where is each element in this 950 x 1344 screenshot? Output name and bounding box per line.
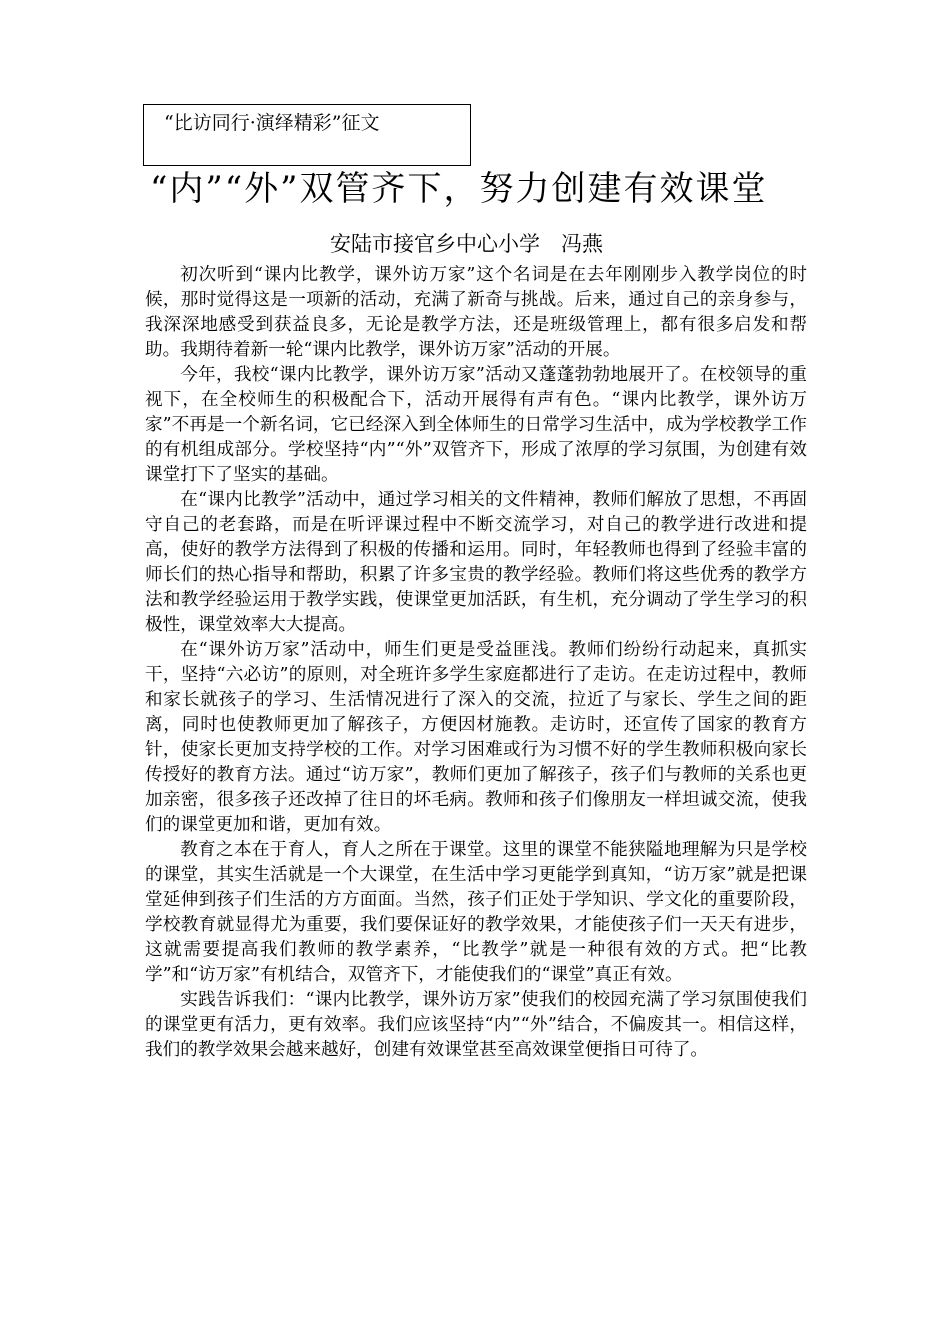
paragraph: 在“课外访万家”活动中，师生们更是受益匪浅。教师们纷纷行动起来，真抓实干，坚持“六必访”的原则，对全班许多学生家庭都进行了走访。在走访过程中，教师和家长就孩子的学习、生活情况进行了深入的交流，拉近了与家长、学生之间的距离，同时也使教师更加了解孩子，方便因材施教。走访时，还宣传了国家的教育方针，使家长更加支持学校的工作。对学习困难或行为习惯不好的学生教师积极向家长传授好的教育方法。通过“访万家”，教师们更加了解孩子，孩子们与教师的关系也更加亲密，很多孩子还改掉了往日的坏毛病。教师和孩子们像朋友一样坦诚交流，使我们的课堂更加和谐，更加有效。 [145,640,807,835]
essay-tag-box [143,104,471,166]
author-byline: 安陆市接官乡中心小学 冯燕 [330,232,603,256]
paragraph: 教育之本在于育人，育人之所在于课堂。这里的课堂不能狭隘地理解为只是学校的课堂，其实生活就是一个大课堂，在生活中学习更能学到真知，“访万家”就是把课堂延伸到孩子们生活的方方面面。当然，孩子们正处于学知识、学文化的重要阶段，学校教育就显得尤为重要，我们要保证好的教学效果，才能使孩子们一天天有进步，这就需要提高我们教师的教学素养，“比教学”就是一种很有效的方式。把“比教学”和“访万家”有机结合，双管齐下，才能使我们的“课堂”真正有效。 [145,840,807,985]
essay-tag: “比访同行·演绎精彩”征文 [164,112,380,134]
article-body [145,263,807,1063]
paragraph: 今年，我校“课内比教学，课外访万家”活动又蓬蓬勃勃地展开了。在校领导的重视下，在全校师生的积极配合下，活动开展得有声有色。“课内比教学，课外访万家”不再是一个新名词，它已经深入到全体师生的日常学习生活中，成为学校教学工作的有机组成部分。学校坚持“内”“外”双管齐下，形成了浓厚的学习氛围，为创建有效课堂打下了坚实的基础。 [145,365,807,485]
paragraph: 在“课内比教学”活动中，通过学习相关的文件精神，教师们解放了思想，不再固守自己的老套路，而是在听评课过程中不断交流学习，对自己的教学进行改进和提高，使好的教学方法得到了积极的传播和运用。同时，年轻教师也得到了经验丰富的师长们的热心指导和帮助，积累了许多宝贵的教学经验。教师们将这些优秀的教学方法和教学经验运用于教学实践，使课堂更加活跃，有生机，充分调动了学生学习的积极性，课堂效率大大提高。 [145,490,807,635]
paragraph: 初次听到“课内比教学，课外访万家”这个名词是在去年刚刚步入教学岗位的时候，那时觉得这是一项新的活动，充满了新奇与挑战。后来，通过自己的亲身参与，我深深地感受到获益良多，无论是教学方法，还是班级管理上，都有很多启发和帮助。我期待着新一轮“课内比教学，课外访万家”活动的开展。 [145,265,807,360]
paragraph: 实践告诉我们：“课内比教学，课外访万家”使我们的校园充满了学习氛围使我们的课堂更有活力，更有效率。我们应该坚持“内”“外”结合，不偏废其一。相信这样，我们的教学效果会越来越好，创建有效课堂甚至高效课堂便指日可待了。 [145,990,807,1060]
article-title: “内”“外”双管齐下，努力创建有效课堂 [150,169,768,209]
